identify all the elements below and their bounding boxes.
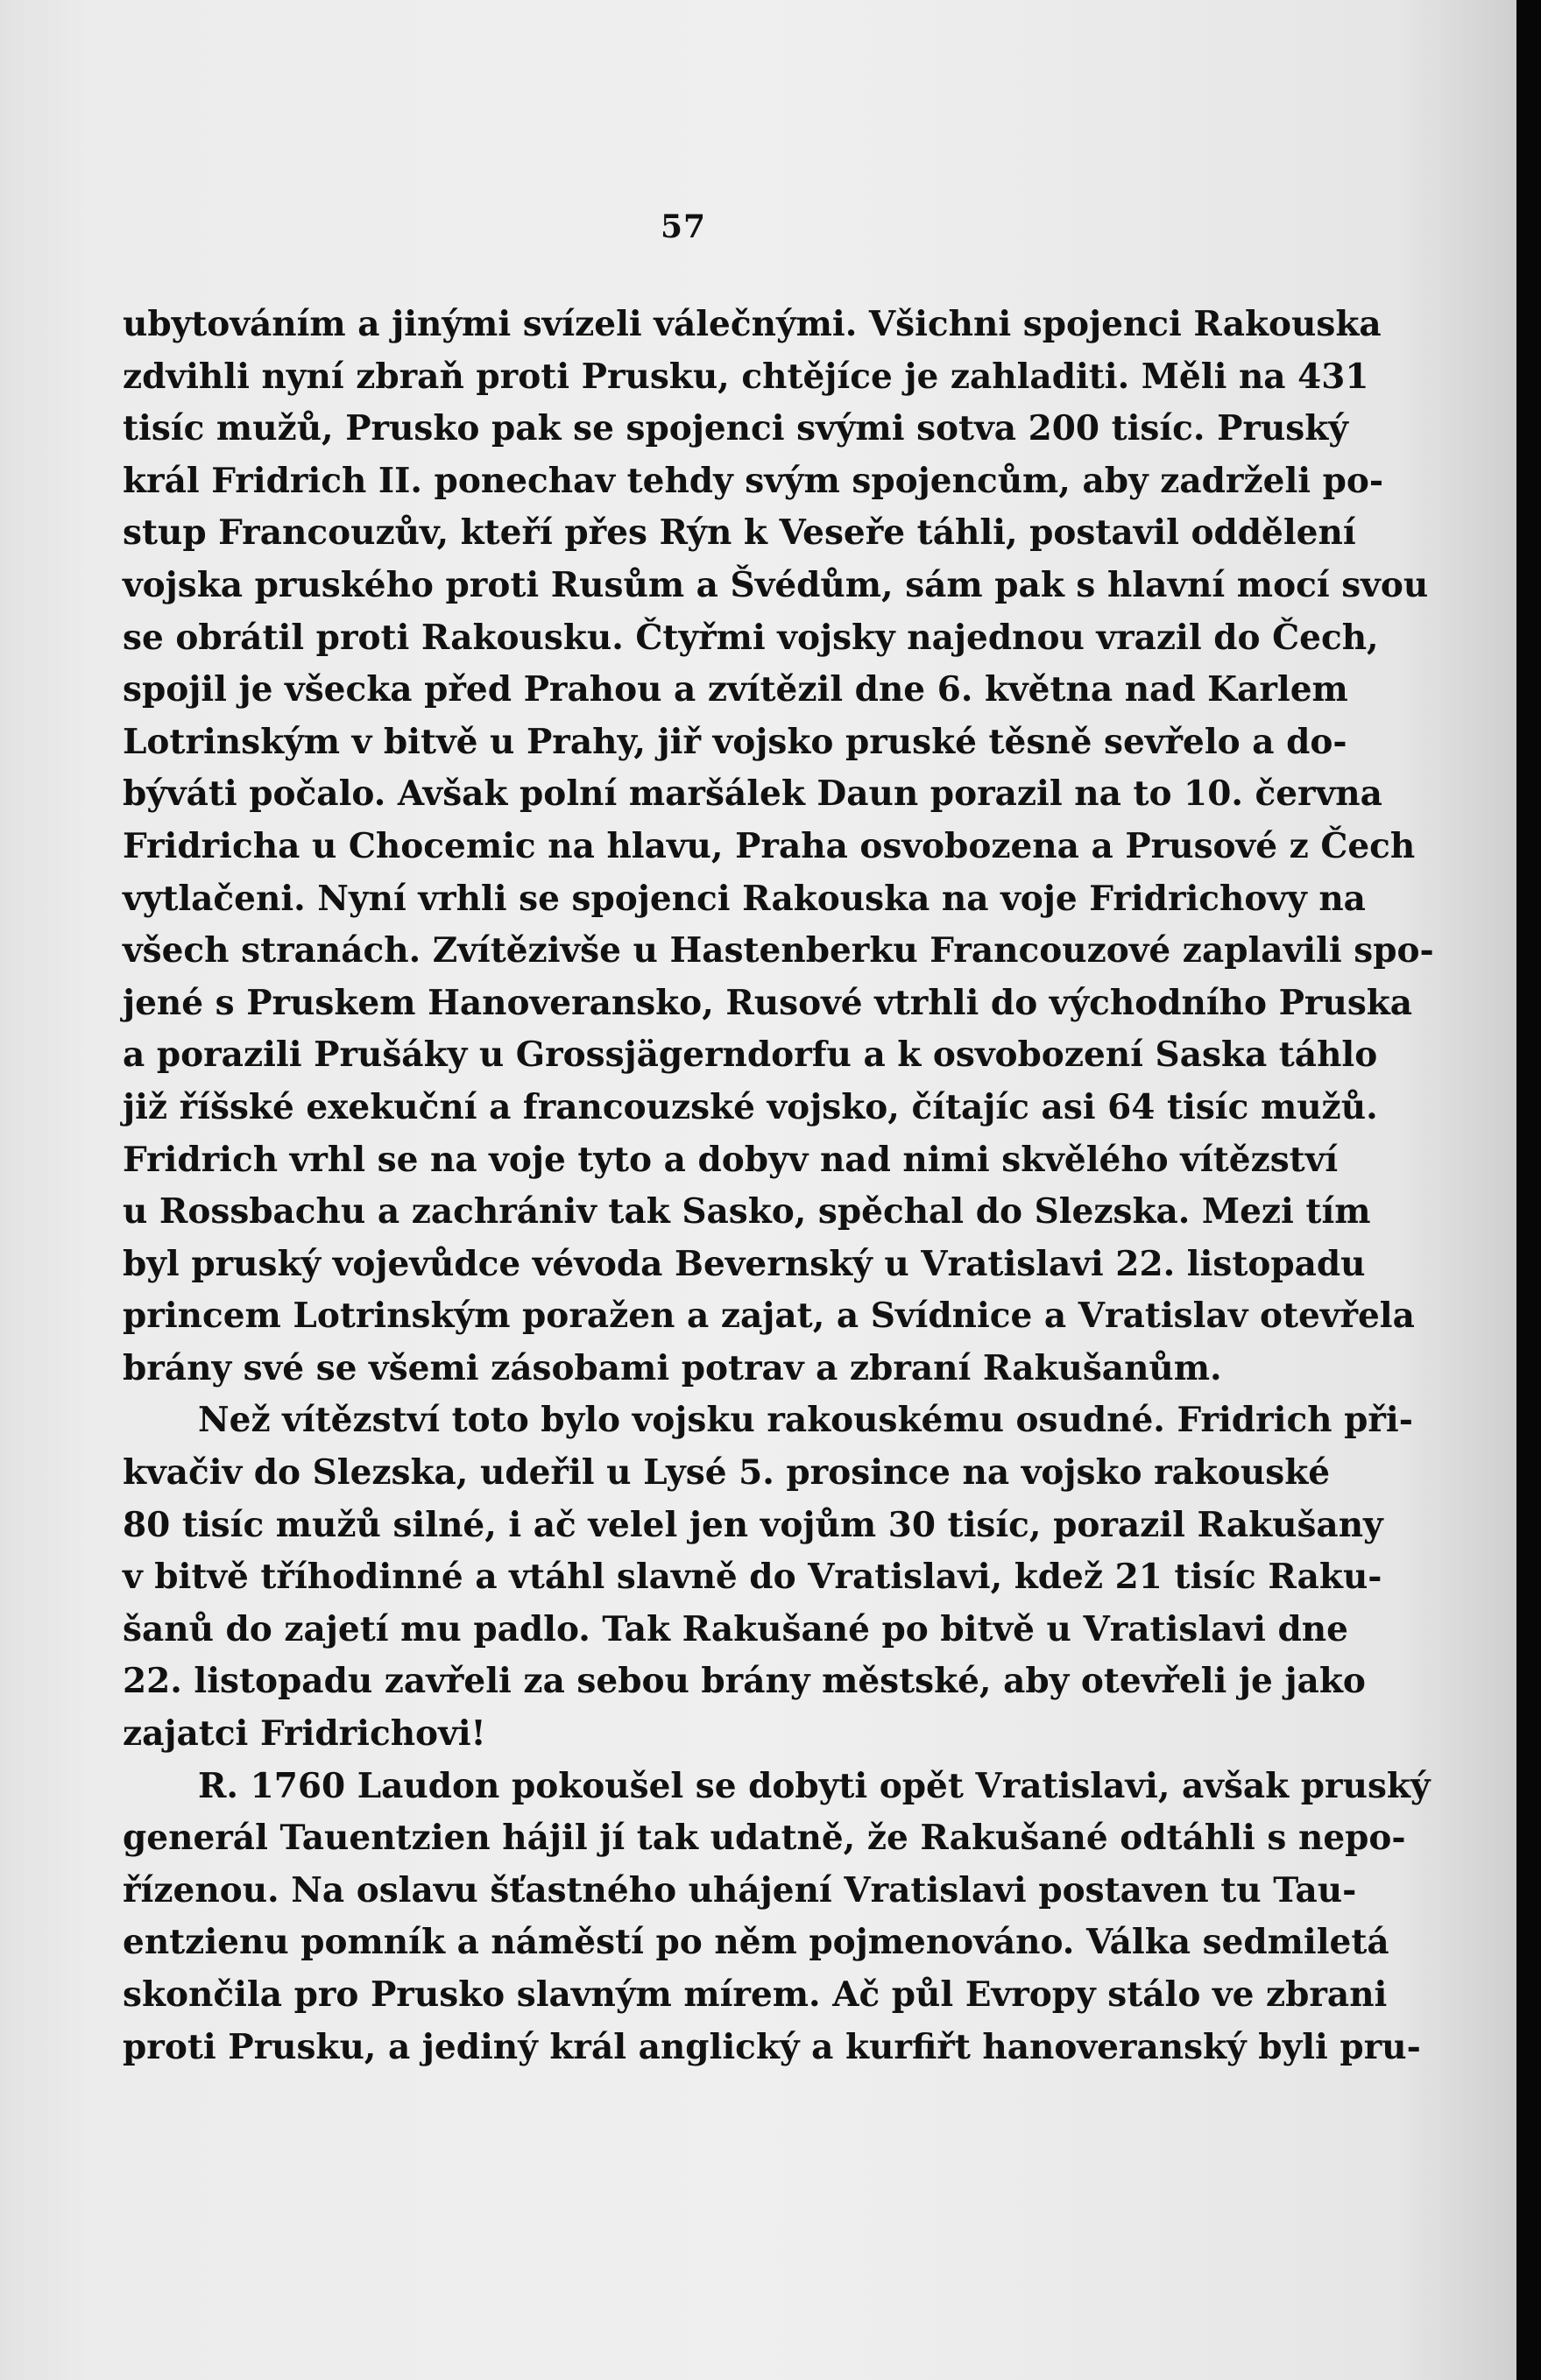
text-line: již říšské exekuční a francouzské vojsko, čítajíc asi 64 tisíc mužů. [123,1086,1378,1127]
body-text [123,299,1434,2073]
text-line: řízenou. Na oslavu šťastného uhájení Vratislavi postaven tu Tau- [123,1869,1357,1910]
text-line: tisíc mužů, Prusko pak se spojenci svými sotva 200 tisíc. Pruský [123,408,1348,449]
text-line: Než vítězství toto bylo vojsku rakouskému osudné. Fridrich při- [198,1400,1413,1441]
paragraph-3 [123,1761,1431,2074]
text-line: Lotrinským v bitvě u Prahy, jiř vojsko pruské těsně sevřelo a do- [123,721,1347,762]
paragraph-1 [123,299,1434,1395]
text-line: zdvihli nyní zbraň proti Prusku, chtějíce je zahladiti. Měli na 431 [123,356,1369,397]
text-line: princem Lotrinským poražen a zajat, a Svídnice a Vratislav otevřela [123,1296,1415,1337]
text-line: všech stranách. Zvítězivše u Hastenberku Francouzové zaplavili spo- [123,930,1434,971]
text-line: Fridrich vrhl se na voje tyto a dobyv nad nimi skvělého vítězství [123,1139,1339,1180]
text-line: 80 tisíc mužů silné, i ač velel jen vojům 30 tisíc, porazil Rakušany [123,1504,1383,1545]
text-line: král Fridrich II. ponechav tehdy svým spojencům, aby zadrželi po- [123,460,1384,501]
text-line: vojska pruského proti Rusům a Švédům, sám pak s hlavní mocí svou [123,564,1429,605]
text-line: R. 1760 Laudon pokoušel se dobyti opět Vratislavi, avšak pruský [198,1765,1431,1806]
text-line: byl pruský vojevůdce vévoda Bevernský u Vratislavi 22. listopadu [123,1243,1366,1284]
paragraph-2 [123,1395,1413,1760]
text-line: jené s Pruskem Hanoveransko, Rusové vtrhli do východního Pruska [123,982,1413,1023]
text-line: ubytováním a jinými svízeli válečnými. Všichni spojenci Rakouska [123,304,1382,344]
text-line: stup Francouzův, kteří přes Rýn k Veseře táhli, postavil oddělení [123,512,1356,554]
text-line: a porazili Prušáky u Grossjägerndorfu a k osvobození Saska táhlo [123,1035,1378,1076]
text-line: šanů do zajetí mu padlo. Tak Rakušané po bitvě u Vratislavi dne [123,1608,1348,1649]
text-line: brány své se všemi zásobami potrav a zbraní Rakušanům. [123,1347,1222,1388]
text-line: entzienu pomník a náměstí po něm pojmenováno. Válka sedmiletá [123,1922,1389,1963]
text-line: v bitvě tříhodinné a vtáhl slavně do Vratislavi, kdež 21 tisíc Raku- [123,1557,1382,1598]
page-number: 57 [660,208,707,245]
text-line: spojil je všecka před Prahou a zvítězil dne 6. května nad Karlem [123,669,1348,710]
text-line: generál Tauentzien hájil jí tak udatně, že Rakušané odtáhli s nepo- [123,1818,1406,1859]
text-line: zajatci Fridrichovi! [123,1713,486,1755]
text-line: býváti počalo. Avšak polní maršálek Daun porazil na to 10. června [123,773,1382,815]
text-line: kvačiv do Slezska, udeřil u Lysé 5. prosince na vojsko rakouské [123,1452,1331,1494]
text-line: Fridricha u Chocemic na hlavu, Praha osvobozena a Prusové z Čech [123,825,1416,866]
text-line: u Rossbachu a zachrániv tak Sasko, spěchal do Slezska. Mezi tím [123,1191,1371,1232]
text-line: proti Prusku, a jediný král anglický a kurfiřt hanoveranský byli pru- [123,2026,1421,2067]
text-line: skončila pro Prusko slavným mírem. Ač půl Evropy stálo ve zbrani [123,1974,1388,2015]
text-line: se obrátil proti Rakousku. Čtyřmi vojsky najednou vrazil do Čech, [123,617,1379,658]
text-line: 22. listopadu zavřeli za sebou brány městské, aby otevřeli je jako [123,1661,1366,1702]
text-line: vytlačeni. Nyní vrhli se spojenci Rakouska na voje Fridrichovy na [123,878,1366,919]
scan-border [1516,0,1541,2380]
